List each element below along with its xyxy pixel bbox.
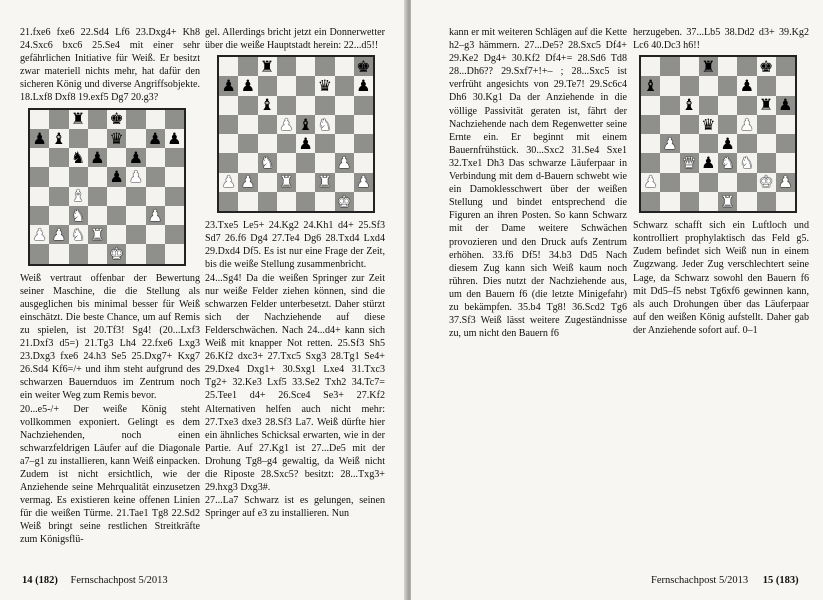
board-square [165, 148, 184, 167]
board-square [238, 96, 257, 115]
board-square [258, 134, 277, 153]
board-square [718, 96, 737, 115]
board-square [69, 167, 88, 186]
board-square [296, 57, 315, 76]
white-knight-icon: ♞ [71, 205, 86, 225]
board-square [699, 134, 718, 153]
board-square [335, 96, 354, 115]
board-square [660, 76, 679, 95]
board-square [258, 96, 277, 115]
board-square [88, 167, 107, 186]
board-square [165, 225, 184, 244]
white-knight-icon: ♞ [739, 153, 754, 173]
board-square [258, 153, 277, 172]
white-pawn-icon: ♟ [337, 153, 352, 173]
white-king-icon: ♚ [109, 244, 124, 264]
left-column-2 [205, 26, 385, 520]
white-pawn-icon: ♟ [148, 205, 163, 225]
magazine-name: Fernschachpost 5/2013 [70, 575, 168, 586]
board-square [126, 225, 145, 244]
board-square [146, 148, 165, 167]
board-square [641, 192, 660, 211]
black-pawn-icon: ♟ [128, 147, 143, 167]
board-square [107, 167, 126, 186]
board-square [296, 153, 315, 172]
board-square [277, 153, 296, 172]
white-pawn-icon: ♟ [51, 224, 66, 244]
chess-diagram-2 [217, 55, 375, 213]
board-square [258, 57, 277, 76]
board-square [219, 115, 238, 134]
board-square [354, 76, 373, 95]
white-rook-icon: ♜ [720, 191, 735, 211]
board-square [776, 192, 795, 211]
board-square [88, 206, 107, 225]
board-square [277, 76, 296, 95]
black-king-icon: ♚ [759, 56, 774, 76]
board-square [315, 192, 334, 211]
paragraph: 23.Txe5 Le5+ 24.Kg2 24.Kh1 d4+ 25.Sf3 Sd7 26.f6 Dg4 27.Te4 Dg6 28.Txd4 Lxd4 29.Dxd4 Df5. Es ist nur eine Frage der Zeit, bis die weiße Stellung zusammenbricht. [205, 220, 385, 271]
black-pawn-icon: ♟ [221, 76, 236, 96]
board-square [30, 244, 49, 263]
board-square [88, 244, 107, 263]
paragraph: kann er mit weiteren Schlägen auf die Kette h2–g3 hämmern. 27...De5? 28.Sxc5 Df4+ 29.Ke2 Dg4+ 30.Kf2 Df4+= 28.Sd6 Td8 28...Dh6?? 29.Sxf7+!+– ; 28...Sxc5 ist verfrüht angesichts von 29.Te7! 29.Sc6c4 Dh6 30.Kg1 Da der Anziehende in die völlige Passivität geraten ist, fährt der Nachziehende nach dem Regenwetter seine Ernte ein. Er beginnt mit einem Bauernfrühstück. 30...Sxc2 31.Se4 Sxe1 32.Txe1 Dh3 Das schwarze Läuferpaar in Verbindung mit dem d-Bauern schwebt wie ein Damoklesschwert über der weißen Stellung und bindet entsprechend die Figuren an ihren Posten. So kann Schwarz mit der Dame weitere Schwächen provozieren und den Druck aufs Zentrum erhöhen. 33.f6 Df5! 34.b3 Dd5 Nach diesem Zug kann sich Weiß kaum noch rühren. Dies nutzt der Nachziehende aus, um den Bauern f6 (die letzte Minigefahr) zu bekämpfen. 35.b4 Tg8! 36.Scd2 Tg6 37.Sf3 Weiß lässt weitere Zugeständnisse zu, um nicht den Bauern f6 [449, 27, 627, 340]
board-square [219, 153, 238, 172]
white-pawn-icon: ♟ [279, 114, 294, 134]
board-square [238, 115, 257, 134]
board-square [737, 57, 756, 76]
white-pawn-icon: ♟ [739, 114, 754, 134]
board-square [296, 115, 315, 134]
page-number: 14 (182) [22, 575, 58, 586]
board-square [737, 96, 756, 115]
board-square [757, 96, 776, 115]
board-square [737, 134, 756, 153]
board-square [718, 153, 737, 172]
board-square [165, 110, 184, 129]
board-square [277, 115, 296, 134]
paragraph: 20...e5-/+ Der weiße König steht vollkommen exponiert. Gelingt es dem Nachziehenden, noch einen schwarzfeldrigen Läufer auf die Diagonale a7–g1 zu installieren, kann Weiß einpacken. Zudem ist nicht ersichtlich, wie der Anziehende seine Mehrqualität einzusetzen vermag. Es existieren keine offenen Linien für die weißen Türme. 21.Tae1 Tg8 22.Sd2 Weiß bringt seine restlichen Streitkräfte zum Königsflü- [20, 403, 200, 546]
paragraph: 27...La7 Schwarz ist es gelungen, seinen Springer auf e3 zu installieren. Nun [205, 495, 385, 520]
board-square [699, 57, 718, 76]
black-pawn-icon: ♟ [701, 153, 716, 173]
board-square [641, 153, 660, 172]
black-queen-icon: ♛ [109, 128, 124, 148]
board-square [680, 57, 699, 76]
white-rook-icon: ♜ [317, 172, 332, 192]
board-square [30, 206, 49, 225]
board-square [699, 76, 718, 95]
left-footer [22, 575, 168, 586]
black-pawn-icon: ♟ [356, 76, 371, 96]
board-square [88, 225, 107, 244]
board-square [737, 192, 756, 211]
black-bishop-icon: ♝ [643, 76, 658, 96]
board-square [757, 173, 776, 192]
board-square [699, 192, 718, 211]
board-square [126, 244, 145, 263]
board-square [165, 244, 184, 263]
board-square [88, 129, 107, 148]
board-square [718, 192, 737, 211]
board-square [165, 187, 184, 206]
white-pawn-icon: ♟ [356, 172, 371, 192]
board-square [69, 187, 88, 206]
board-square [660, 192, 679, 211]
board-square [146, 206, 165, 225]
board-square [354, 173, 373, 192]
right-column-2 [633, 26, 809, 337]
white-pawn-icon: ♟ [778, 172, 793, 192]
paragraph: herzugeben. 37...Lb5 38.Dd2 d3+ 39.Kg2 Lc6 40.Dc3 h6!! [633, 27, 809, 52]
board-square [718, 134, 737, 153]
board-square [757, 153, 776, 172]
board-square [335, 115, 354, 134]
board-square [258, 115, 277, 134]
white-pawn-icon: ♟ [240, 172, 255, 192]
board-square [660, 57, 679, 76]
board-square [107, 129, 126, 148]
black-king-icon: ♚ [109, 109, 124, 129]
board-square [49, 187, 68, 206]
board-square [776, 96, 795, 115]
board-square [126, 206, 145, 225]
board-square [49, 206, 68, 225]
board-square [660, 96, 679, 115]
board-square [69, 129, 88, 148]
black-pawn-icon: ♟ [240, 76, 255, 96]
black-queen-icon: ♛ [701, 114, 716, 134]
black-rook-icon: ♜ [71, 109, 86, 129]
black-bishop-icon: ♝ [682, 95, 697, 115]
board-square [146, 110, 165, 129]
white-knight-icon: ♞ [317, 114, 332, 134]
board-square [315, 173, 334, 192]
white-queen-icon: ♛ [682, 153, 697, 173]
board-square [277, 57, 296, 76]
board-square [238, 192, 257, 211]
board-square [49, 225, 68, 244]
board-square [30, 129, 49, 148]
board-square [315, 134, 334, 153]
board-square [126, 129, 145, 148]
black-queen-icon: ♛ [317, 76, 332, 96]
board-square [680, 76, 699, 95]
board-square [757, 134, 776, 153]
black-bishop-icon: ♝ [260, 95, 275, 115]
board-square [335, 173, 354, 192]
board-square [49, 167, 68, 186]
white-pawn-icon: ♟ [128, 167, 143, 187]
board-square [219, 134, 238, 153]
white-king-icon: ♚ [759, 172, 774, 192]
black-rook-icon: ♜ [759, 95, 774, 115]
board-square [296, 76, 315, 95]
white-rook-icon: ♜ [90, 224, 105, 244]
black-pawn-icon: ♟ [109, 167, 124, 187]
board-square [315, 76, 334, 95]
board-square [126, 148, 145, 167]
board-square [69, 148, 88, 167]
board-square [354, 153, 373, 172]
page-number: 15 (183) [762, 575, 799, 586]
white-bishop-icon: ♝ [71, 186, 86, 206]
board-square [107, 187, 126, 206]
board-square [680, 153, 699, 172]
board-square [737, 115, 756, 134]
paragraph: gel. Allerdings bricht jetzt ein Donnerwetter über die weiße Hauptstadt herein: 22...d5!! [205, 27, 385, 52]
board-square [699, 115, 718, 134]
board-square [718, 76, 737, 95]
board-square [107, 148, 126, 167]
board-square [757, 76, 776, 95]
board-square [88, 187, 107, 206]
board-square [219, 96, 238, 115]
chess-diagram-1 [28, 108, 186, 266]
board-square [315, 96, 334, 115]
board-square [776, 173, 795, 192]
board-square [69, 110, 88, 129]
board-square [277, 96, 296, 115]
right-page [411, 0, 823, 600]
board-square [737, 173, 756, 192]
black-pawn-icon: ♟ [148, 128, 163, 148]
board-square [126, 167, 145, 186]
board-square [88, 148, 107, 167]
board-square [126, 187, 145, 206]
black-rook-icon: ♜ [260, 56, 275, 76]
board-square [296, 134, 315, 153]
board-square [69, 206, 88, 225]
board-square [258, 173, 277, 192]
paragraph: 21.fxe6 fxe6 22.Sd4 Lf6 23.Dxg4+ Kh8 24.Sxc6 bxc6 25.Se4 mit einer sehr gefährlichen Initiative für Weiß. Er besitzt zwar materiell nichts mehr, hat dafür den sicheren König und diverse Angriffsobjekte. 18.Lxf8 Dxf8 19.exf5 Dg7 20.g3? [20, 27, 200, 104]
white-knight-icon: ♞ [260, 153, 275, 173]
board-square [354, 115, 373, 134]
board-square [335, 76, 354, 95]
board-square [699, 96, 718, 115]
board-square [49, 129, 68, 148]
board-square [737, 76, 756, 95]
board-square [641, 115, 660, 134]
white-rook-icon: ♜ [279, 172, 294, 192]
board-square [277, 192, 296, 211]
board-square [30, 167, 49, 186]
board-square [699, 153, 718, 172]
board-square [641, 134, 660, 153]
board-square [219, 57, 238, 76]
board-square [718, 115, 737, 134]
board-square [69, 225, 88, 244]
board-square [680, 134, 699, 153]
white-knight-icon: ♞ [720, 153, 735, 173]
right-footer [651, 575, 799, 586]
white-pawn-icon: ♟ [221, 172, 236, 192]
black-pawn-icon: ♟ [778, 95, 793, 115]
board-square [238, 134, 257, 153]
board-square [660, 115, 679, 134]
paragraph: Schwarz schafft sich ein Luftloch und kontrolliert prophylaktisch das Feld g5. Zudem befindet sich Weiß nun in einem Zugzwang. Jeder Zug verschlechtert seine Lage, da Schwarz sowohl den Bauern f6 mit Dd5–f5 nebst Tg6xf6 gewinnen kann, als auch Drohungen über das Läuferpaar auf den weißen König aufstellt. Daher gab der Anziehende sofort auf. 0–1 [633, 220, 809, 336]
board-square [776, 76, 795, 95]
board-square [88, 110, 107, 129]
board-square [776, 115, 795, 134]
board-square [69, 244, 88, 263]
board-square [680, 96, 699, 115]
board-square [354, 96, 373, 115]
board-square [238, 76, 257, 95]
board-square [49, 148, 68, 167]
board-square [660, 173, 679, 192]
white-pawn-icon: ♟ [643, 172, 658, 192]
board-square [146, 129, 165, 148]
board-square [718, 173, 737, 192]
board-square [315, 115, 334, 134]
board-square [757, 57, 776, 76]
board-square [146, 225, 165, 244]
left-column-1 [20, 26, 200, 547]
black-rook-icon: ♜ [701, 56, 716, 76]
board-square [680, 115, 699, 134]
white-pawn-icon: ♟ [662, 133, 677, 153]
board-square [126, 110, 145, 129]
board-square [258, 76, 277, 95]
board-square [315, 153, 334, 172]
white-knight-icon: ♞ [71, 224, 86, 244]
board-square [107, 110, 126, 129]
board-square [30, 225, 49, 244]
board-square [277, 173, 296, 192]
board-square [776, 57, 795, 76]
board-square [335, 192, 354, 211]
board-square [296, 192, 315, 211]
board-square [238, 153, 257, 172]
board-square [238, 173, 257, 192]
board-square [165, 129, 184, 148]
board-square [277, 134, 296, 153]
board-square [146, 167, 165, 186]
board-square [30, 187, 49, 206]
board-square [146, 187, 165, 206]
board-square [737, 153, 756, 172]
chess-diagram-3 [639, 55, 797, 213]
board-square [146, 244, 165, 263]
black-pawn-icon: ♟ [298, 133, 313, 153]
board-square [107, 225, 126, 244]
board-square [49, 110, 68, 129]
board-square [680, 173, 699, 192]
black-bishop-icon: ♝ [298, 114, 313, 134]
white-king-icon: ♚ [337, 191, 352, 211]
black-bishop-icon: ♝ [51, 128, 66, 148]
board-square [699, 173, 718, 192]
board-square [718, 57, 737, 76]
black-pawn-icon: ♟ [739, 76, 754, 96]
board-square [238, 57, 257, 76]
white-pawn-icon: ♟ [32, 224, 47, 244]
magazine-name: Fernschachpost 5/2013 [651, 575, 749, 586]
black-pawn-icon: ♟ [720, 133, 735, 153]
left-page [0, 0, 408, 600]
board-square [49, 244, 68, 263]
black-knight-icon: ♞ [71, 147, 86, 167]
black-king-icon: ♚ [356, 56, 371, 76]
paragraph: 24...Sg4! Da die weißen Springer zur Zeit nur weiße Felder ziehen können, sind die schwarzen Felder unterbesetzt. Daher stürzt sich der Nachziehende auf diese Felderschwächen. Nach 24...d4+ kann sich Weiß mit knapper Not retten. 25.Sf3 Sh5 26.Kf2 dxc3+ 27.Txc5 Sxg3 28.Tg1 Se4+ 29.Dxe4 Dxg1+ 30.Sxg1 Lxe4 31.Txc3 Tg2+ 32.Ke3 Lxf5 33.Se2 Txh2 34.Tc7= 25.Tee1 d4+ 26.Sce4 Se3+ 27.Kf2 Alternativen helfen auch nicht mehr: 27.Txe3 dxe3 28.Sf3 La7. Weiß dürfte hier ein ähnliches Schicksal erwarten, wie in der Partie. Auf 27.Kg1 ist 27...De5 mit der Drohung Tg8–g4 gewaltig, da Weiß nicht die Riposte 28.Sxc5? besitzt: 28...Txg3+ 29.hxg3 Dxg3#. [205, 272, 385, 494]
board-square [258, 192, 277, 211]
board-square [165, 167, 184, 186]
board-square [757, 115, 776, 134]
board-square [776, 134, 795, 153]
board-square [315, 57, 334, 76]
board-square [335, 57, 354, 76]
board-square [296, 173, 315, 192]
board-square [641, 173, 660, 192]
board-square [107, 206, 126, 225]
black-pawn-icon: ♟ [167, 128, 182, 148]
board-square [335, 153, 354, 172]
board-square [354, 192, 373, 211]
paragraph: Weiß vertraut offenbar der Bewertung seiner Maschine, die die Stellung als ausgeglichen bis minimal besser für Weiß einschätzt. Die beste Chance, um auf Remis zu spielen, ist 20.Tf3! Sg4! (20...Lxf3 21.Dxf3 d5=) 21.Tg3 Lh4 22.fxe6 Lxg3 23.Dxg3 fxe6 24.h3 Se5 25.Dxg7+ Kxg7 26.Sd4 Kf6=/+ und ihm steht aufgrund des schwarzen Bauernduos im Zentrum noch ein weiter Weg zum Remis bevor. [20, 272, 200, 402]
board-square [660, 153, 679, 172]
board-square [641, 76, 660, 95]
board-square [219, 173, 238, 192]
right-column-1 [449, 26, 627, 340]
board-square [30, 148, 49, 167]
board-square [165, 206, 184, 225]
board-square [296, 96, 315, 115]
board-square [354, 57, 373, 76]
black-pawn-icon: ♟ [90, 147, 105, 167]
board-square [660, 134, 679, 153]
board-square [219, 192, 238, 211]
board-square [680, 192, 699, 211]
board-square [30, 110, 49, 129]
board-square [107, 244, 126, 263]
board-square [757, 192, 776, 211]
board-square [219, 76, 238, 95]
board-square [335, 134, 354, 153]
board-square [776, 153, 795, 172]
black-pawn-icon: ♟ [32, 128, 47, 148]
board-square [641, 57, 660, 76]
board-square [641, 96, 660, 115]
board-square [354, 134, 373, 153]
